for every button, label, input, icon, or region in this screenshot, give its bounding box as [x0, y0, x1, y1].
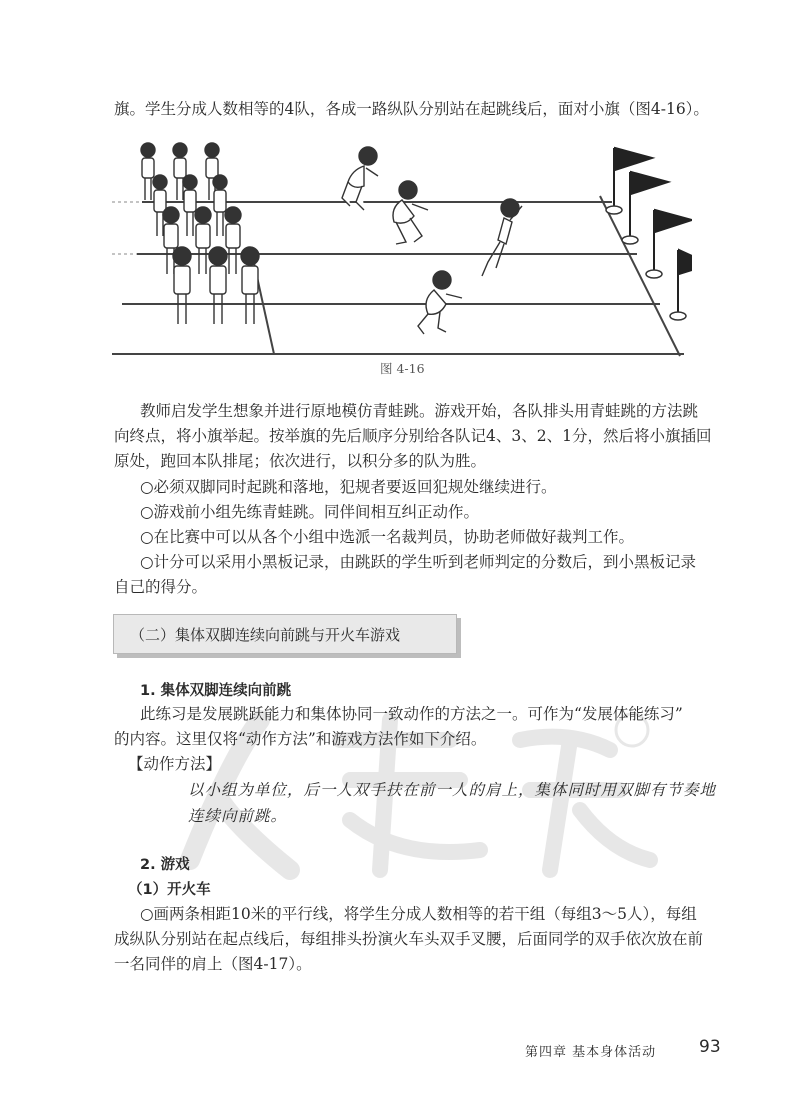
footer-chapter: 第四章 基本身体活动 [525, 1045, 657, 1060]
sub2-line-3: 一名同伴的肩上（图4-17）。 [114, 955, 312, 973]
note-2: ○游戏前小组先练青蛙跳。同伴间相互纠正动作。 [140, 503, 480, 521]
section-title: （二）集体双脚连续向前跳与开火车游戏 [130, 626, 401, 644]
game-title: （1）开火车 [128, 882, 211, 898]
subsection-2-heading: 2. 游戏 [140, 857, 190, 873]
figure-caption: 图 4-16 [380, 361, 425, 376]
jumping-students [342, 147, 522, 334]
page-number: 93 [699, 1037, 721, 1057]
method-line-2: 连续向前跳。 [188, 807, 288, 825]
note-1: ○必须双脚同时起跳和落地，犯规者要返回犯规处继续进行。 [140, 478, 557, 496]
sub2-line-1: ○画两条相距10米的平行线，将学生分成人数相等的若干组（每组3～5人），每组 [140, 905, 697, 923]
figure-frog-jump-illustration [112, 132, 692, 360]
note-4: ○计分可以采用小黑板记录，由跳跃的学生听到老师判定的分数后，到小黑板记录 [140, 553, 697, 571]
standing-students [141, 143, 259, 324]
sub2-line-2: 成纵队分别站在起点线后，每组排头扮演火车头双手叉腰，后面同学的双手依次放在前 [114, 930, 704, 948]
para1-line-2: 向终点，将小旗举起。按举旗的先后顺序分别给各队记4、3、2、1分，然后将小旗插回 [114, 427, 712, 445]
note-3: ○在比赛中可以从各个小组中选派一名裁判员，协助老师做好裁判工作。 [140, 528, 635, 546]
para1-line-1: 教师启发学生想象并进行原地模仿青蛙跳。游戏开始，各队排头用青蛙跳的方法跳 [140, 402, 699, 420]
method-label: 【动作方法】 [128, 755, 222, 773]
sub1-line-2: 的内容。这里仅将“动作方法”和游戏方法作如下介绍。 [114, 730, 487, 748]
sub1-line-1: 此练习是发展跳跃能力和集体协同一致动作的方法之一。可作为“发展体能练习” [140, 705, 683, 723]
subsection-1-heading: 1. 集体双脚连续向前跳 [140, 683, 292, 699]
para1-line-3: 原处，跑回本队排尾；依次进行，以积分多的队为胜。 [114, 452, 487, 470]
note-4-continued: 自己的得分。 [114, 578, 208, 596]
intro-line: 旗。学生分成人数相等的4队，各成一路纵队分别站在起跳线后，面对小旗（图4-16）。 [114, 100, 709, 118]
section-heading-box [113, 614, 457, 654]
method-line-1: 以小组为单位，后一人双手扶在前一人的肩上，集体同时用双脚有节奏地 [188, 781, 717, 799]
